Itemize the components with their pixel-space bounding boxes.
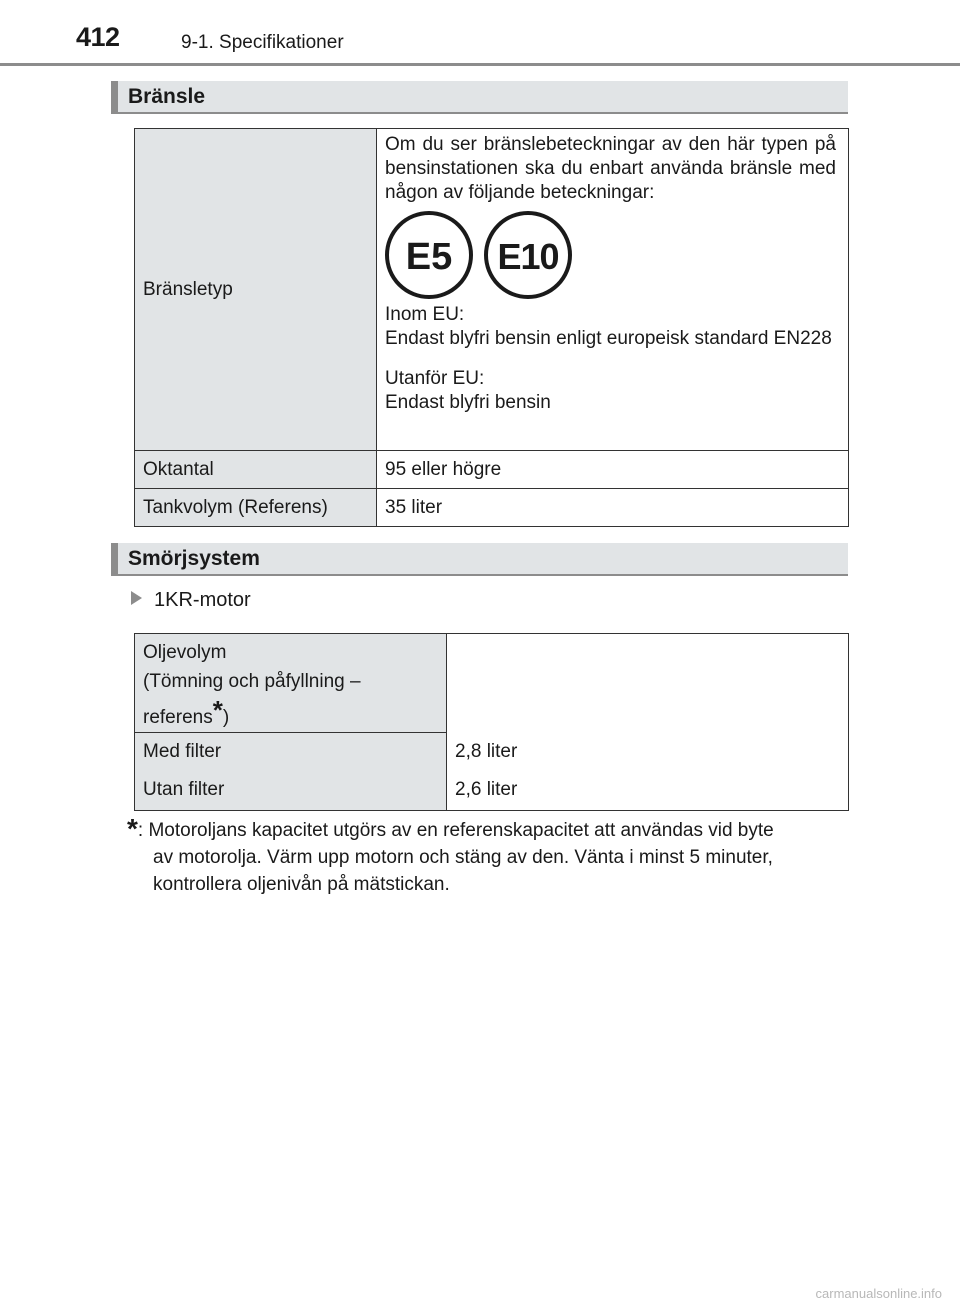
oil-volume-line1: Oljevolym bbox=[143, 642, 227, 663]
with-filter-label-cell bbox=[135, 733, 447, 771]
fuel-type-label-cell bbox=[135, 129, 377, 451]
oil-volume-label-cell bbox=[135, 634, 447, 733]
close-paren: ) bbox=[222, 707, 230, 728]
fuel-table bbox=[134, 128, 849, 527]
chapter-title: 9-1. Specifikationer bbox=[181, 32, 344, 53]
with-filter-value: 2,8 liter bbox=[455, 740, 518, 762]
non-eu-heading: Utanför EU: bbox=[385, 368, 485, 389]
section-bar-fuel bbox=[111, 81, 848, 114]
fuel-type-label: Bränsletyp bbox=[143, 278, 233, 300]
non-eu-text: Endast blyfri bensin bbox=[385, 392, 551, 413]
eu-heading: Inom EU: bbox=[385, 304, 465, 325]
fuel-sign-e5-icon bbox=[387, 213, 471, 297]
footnote-line1: : Motoroljans kapacitet utgörs av en referenskapacitet att användas vid byte bbox=[137, 820, 774, 841]
eu-text: Endast blyfri bensin enligt europeisk standard EN228 bbox=[385, 328, 832, 349]
footnote bbox=[127, 815, 845, 898]
section-title-fuel: Bränsle bbox=[128, 85, 206, 108]
without-filter-label: Utan filter bbox=[143, 779, 225, 801]
octane-value: 95 eller högre bbox=[385, 458, 502, 480]
footnote-mark: * bbox=[212, 695, 223, 725]
header-divider bbox=[0, 63, 960, 66]
table-row-fuel-type bbox=[135, 129, 849, 451]
octane-label: Oktantal bbox=[143, 458, 214, 480]
fuel-sign-e5-label: E5 bbox=[405, 236, 453, 278]
section-title-lubrication: Smörjsystem bbox=[128, 547, 260, 570]
octane-value-cell bbox=[377, 451, 849, 489]
fuel-sign-e10-label: E10 bbox=[497, 236, 559, 277]
engine-heading bbox=[131, 589, 251, 612]
footnote-rest: av motorolja. Värm upp motorn och stäng av den. Vänta i minst 5 minuter, kontrollera oljenivån på mätstickan. bbox=[153, 847, 773, 895]
table-row-with-filter bbox=[135, 733, 849, 771]
oil-volume-line2: (Tömning och påfyllning – bbox=[143, 671, 361, 692]
table-row-octane bbox=[135, 451, 849, 489]
octane-label-cell bbox=[135, 451, 377, 489]
tank-label: Tankvolym (Referens) bbox=[143, 496, 328, 518]
with-filter-value-cell bbox=[447, 733, 849, 771]
section-accent bbox=[111, 543, 118, 574]
without-filter-label-cell bbox=[135, 771, 447, 811]
fuel-signs bbox=[385, 205, 836, 303]
section-bar-lubrication bbox=[111, 543, 848, 576]
tank-value-cell bbox=[377, 489, 849, 527]
oil-table bbox=[134, 633, 849, 811]
fuel-type-intro: Om du ser bränslebeteckningar av den här typen på bensinstationen ska du enbart använda bränsle med någon av följande beteckningar: bbox=[385, 134, 836, 203]
page-number: 412 bbox=[76, 22, 120, 52]
engine-label: 1KR-motor bbox=[154, 589, 251, 611]
table-row-without-filter bbox=[135, 771, 849, 811]
tank-value: 35 liter bbox=[385, 496, 443, 518]
table-row-tank bbox=[135, 489, 849, 527]
fuel-type-value-cell bbox=[377, 129, 849, 451]
oil-volume-label bbox=[135, 638, 446, 732]
watermark: carmanualsonline.info bbox=[815, 1286, 942, 1301]
with-filter-label: Med filter bbox=[143, 740, 222, 762]
triangle-bullet-icon bbox=[131, 591, 142, 605]
section-accent bbox=[111, 81, 118, 112]
without-filter-value-cell bbox=[447, 771, 849, 811]
tank-label-cell bbox=[135, 489, 377, 527]
footnote-star: * bbox=[127, 813, 138, 844]
fuel-sign-e10-icon bbox=[486, 213, 570, 297]
oil-volume-line3: referens bbox=[143, 707, 213, 728]
without-filter-value: 2,6 liter bbox=[455, 779, 518, 801]
page-header bbox=[0, 0, 960, 70]
table-row-oil-volume bbox=[135, 634, 849, 733]
oil-volume-value-cell bbox=[447, 634, 849, 733]
